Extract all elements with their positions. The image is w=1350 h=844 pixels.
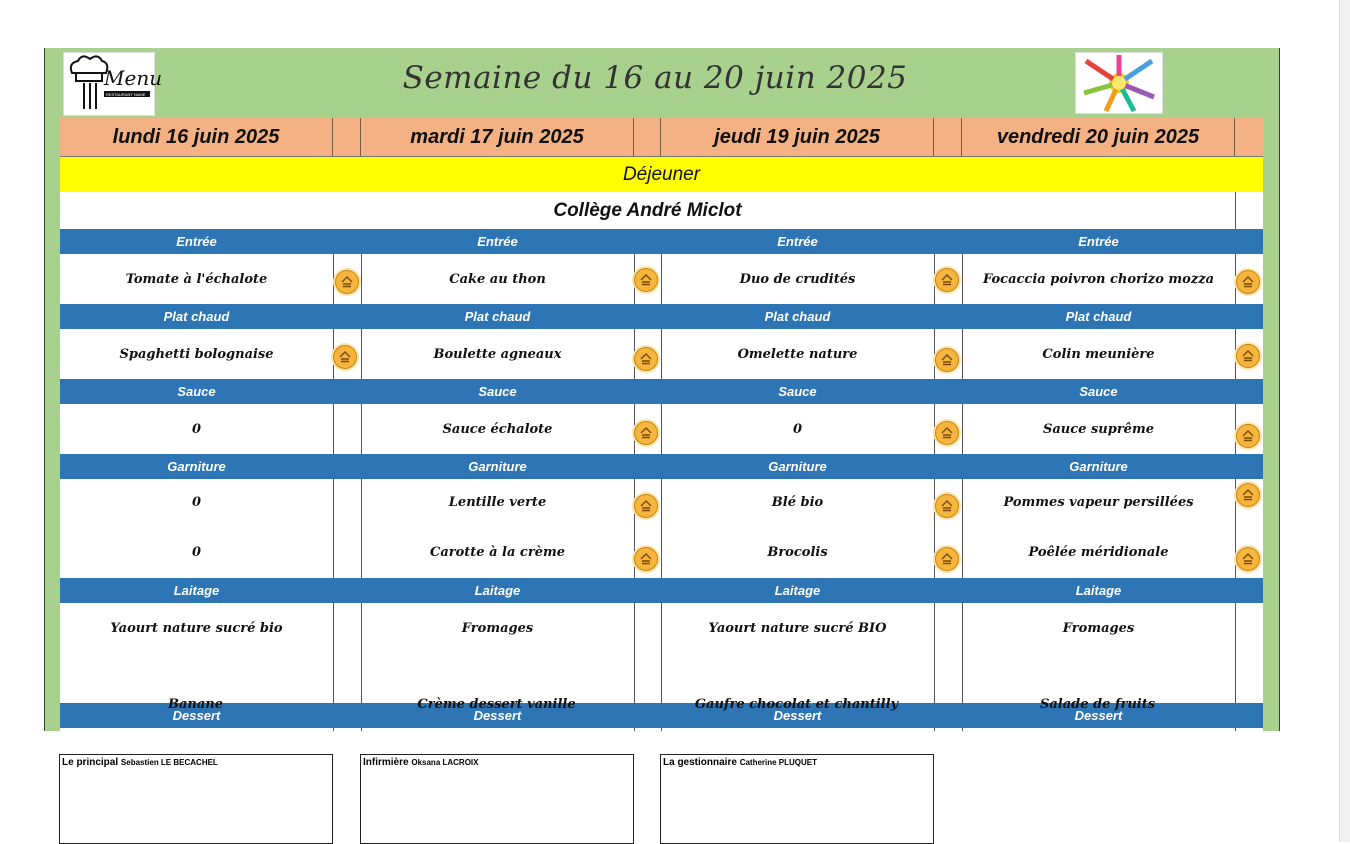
category-label: Dessert	[172, 708, 221, 723]
day-spacer	[634, 118, 661, 156]
homemade-badge-icon	[333, 345, 357, 369]
meal-label: Déjeuner	[60, 156, 1263, 194]
dish-entree-friday: Focaccia poivron chorizo mozza	[982, 272, 1215, 287]
dish-garniture2-friday: Poêlée méridionale	[1028, 545, 1169, 560]
dish-garniture2-thursday: Brocolis	[767, 545, 828, 560]
homemade-badge-icon	[1236, 344, 1260, 368]
signature-box-manager	[660, 754, 934, 844]
category-label: Entrée	[477, 234, 518, 249]
homemade-badge-icon	[935, 421, 959, 445]
signature-name: Sebastien LE BECACHEL	[120, 758, 218, 767]
page-title: Semaine du 16 au 20 juin 2025	[402, 60, 908, 96]
homemade-badge-icon	[1236, 547, 1260, 571]
category-label: Dessert	[1074, 708, 1123, 723]
signature-name: Oksana LACROIX	[411, 758, 479, 767]
signature-label	[363, 757, 479, 768]
category-label: Laitage	[1075, 583, 1122, 598]
weekly-menu	[44, 48, 1280, 731]
dish-sauce-friday: Sauce suprême	[1043, 422, 1154, 437]
homemade-badge-icon	[1236, 483, 1260, 507]
category-row-sauce	[60, 379, 1263, 404]
category-label: Sauce	[1079, 384, 1118, 399]
signature-label	[62, 757, 218, 768]
dish-plat-thursday: Omelette nature	[737, 347, 858, 362]
dish-dessert-thursday: Gaufre chocolat et chantilly	[694, 697, 899, 712]
category-label: Entrée	[777, 234, 818, 249]
menu-grid	[60, 192, 1263, 731]
dish-sauce-thursday: 0	[792, 422, 803, 437]
day-spacer	[1235, 118, 1263, 156]
menu-logo	[63, 52, 163, 116]
dish-garniture1-monday: 0	[191, 495, 202, 510]
category-label: Plat chaud	[163, 309, 230, 324]
category-label: Plat chaud	[1065, 309, 1132, 324]
signature-role: La gestionnaire	[663, 757, 737, 768]
signature-role: Infirmière	[363, 757, 409, 768]
divider	[1235, 192, 1236, 229]
day-thursday: jeudi 19 juin 2025	[661, 118, 934, 156]
category-label: Garniture	[1069, 459, 1128, 474]
day-spacer	[333, 118, 361, 156]
category-label: Entrée	[176, 234, 217, 249]
category-label: Dessert	[773, 708, 822, 723]
signature-label	[663, 757, 817, 768]
dish-dessert-friday: Salade de fruits	[1039, 697, 1156, 712]
homemade-badge-icon	[935, 547, 959, 571]
vertical-scrollbar[interactable]	[1339, 0, 1350, 842]
category-label: Plat chaud	[464, 309, 531, 324]
homemade-badge-icon	[634, 347, 658, 371]
dish-laitage-thursday: Yaourt nature sucré BIO	[708, 621, 887, 636]
homemade-badge-icon	[634, 494, 658, 518]
homemade-badge-icon	[634, 421, 658, 445]
day-tuesday: mardi 17 juin 2025	[361, 118, 634, 156]
category-label: Laitage	[774, 583, 821, 598]
dish-garniture1-friday: Pommes vapeur persillées	[1003, 495, 1194, 510]
category-label: Laitage	[474, 583, 521, 598]
homemade-badge-icon	[335, 270, 359, 294]
homemade-badge-icon	[1236, 424, 1260, 448]
category-label: Garniture	[768, 459, 827, 474]
dish-sauce-tuesday: Sauce échalote	[442, 422, 553, 437]
dish-entree-monday: Tomate à l'échalote	[125, 272, 268, 287]
category-row-garniture	[60, 454, 1263, 479]
homemade-badge-icon	[935, 494, 959, 518]
menu-logo-text: Menu	[104, 66, 163, 90]
dish-sauce-monday: 0	[191, 422, 202, 437]
menu-logo-subtext: RESTAURANT NAME	[106, 92, 146, 97]
day-spacer	[934, 118, 962, 156]
dish-entree-thursday: Duo de crudités	[739, 272, 856, 287]
day-header-row	[60, 118, 1263, 156]
day-friday: vendredi 20 juin 2025	[962, 118, 1235, 156]
dish-laitage-friday: Fromages	[1062, 621, 1135, 636]
dish-dessert-monday: Banane	[167, 697, 223, 712]
dish-plat-monday: Spaghetti bolognaise	[119, 347, 274, 362]
dish-plat-tuesday: Boulette agneaux	[433, 347, 562, 362]
dish-entree-tuesday: Cake au thon	[449, 272, 546, 287]
homemade-badge-icon	[1236, 270, 1260, 294]
category-label: Garniture	[468, 459, 527, 474]
category-row-laitage	[60, 578, 1263, 603]
signature-name: Catherine PLUQUET	[739, 758, 818, 767]
category-row-entree	[60, 229, 1263, 254]
homemade-badge-icon	[935, 268, 959, 292]
dish-laitage-tuesday: Fromages	[461, 621, 534, 636]
kitchen-utensils-logo	[1075, 52, 1163, 114]
dish-laitage-monday: Yaourt nature sucré bio	[110, 621, 283, 636]
homemade-badge-icon	[634, 547, 658, 571]
day-monday: lundi 16 juin 2025	[60, 118, 333, 156]
signature-box-principal	[59, 754, 333, 844]
category-label: Plat chaud	[764, 309, 831, 324]
homemade-badge-icon	[634, 268, 658, 292]
dish-garniture1-tuesday: Lentille verte	[448, 495, 547, 510]
category-label: Sauce	[478, 384, 517, 399]
category-row-plat	[60, 304, 1263, 329]
signature-box-nurse	[360, 754, 634, 844]
category-label: Sauce	[778, 384, 817, 399]
dish-dessert-tuesday: Crème dessert vanille	[417, 697, 576, 712]
category-label: Entrée	[1078, 234, 1119, 249]
category-label: Sauce	[177, 384, 216, 399]
dish-garniture1-thursday: Blé bio	[771, 495, 824, 510]
homemade-badge-icon	[935, 348, 959, 372]
dish-garniture2-tuesday: Carotte à la crème	[430, 545, 565, 560]
category-label: Dessert	[473, 708, 522, 723]
signature-role: Le principal	[62, 757, 119, 768]
school-name: Collège André Miclot	[553, 200, 742, 221]
dish-garniture2-monday: 0	[191, 545, 202, 560]
category-label: Garniture	[167, 459, 226, 474]
dish-plat-friday: Colin meunière	[1042, 347, 1155, 362]
category-label: Laitage	[173, 583, 220, 598]
